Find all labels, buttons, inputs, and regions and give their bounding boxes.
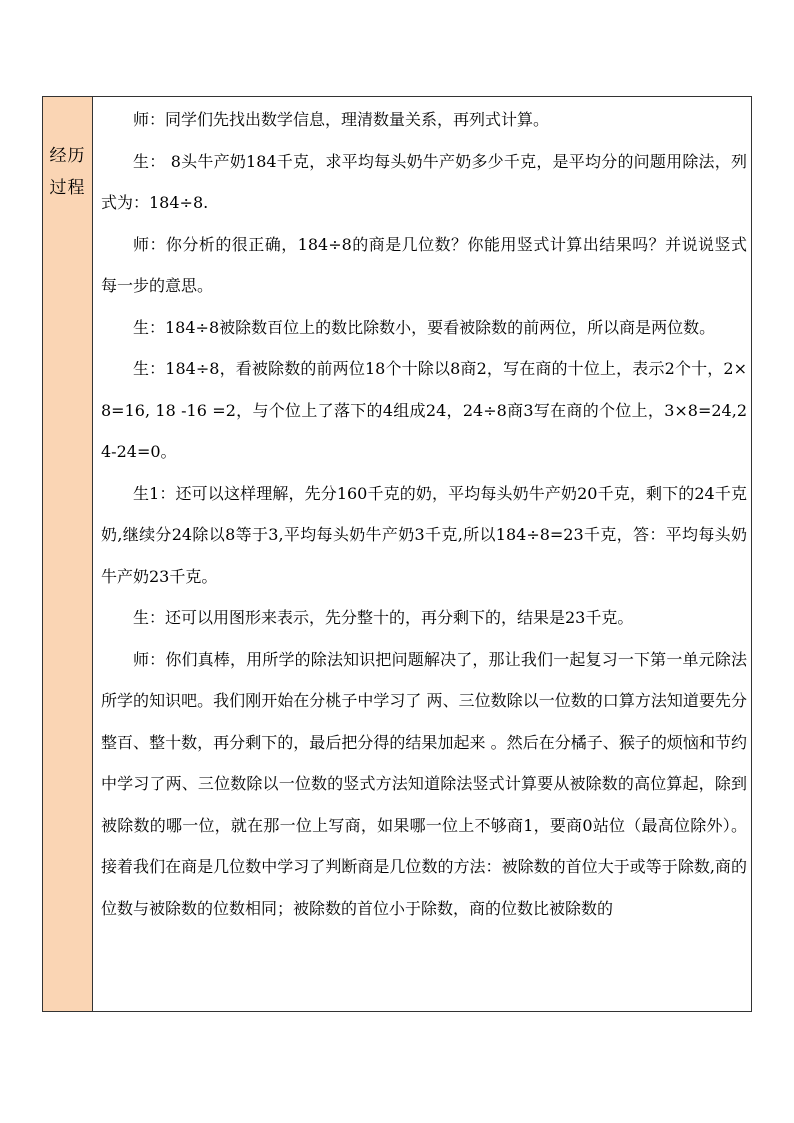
section-label-cell	[43, 97, 93, 1011]
dialogue-paragraph: 师：同学们先找出数学信息，理清数量关系，再列式计算。	[133, 110, 550, 129]
dialogue-paragraph: 生1：还可以这样理解，先分160千克的奶，平均每头奶牛产奶20千克，剩下的24千克奶,继续分24除以8等于3,平均每头奶牛产奶3千克,所以184÷8=23千克，答：平均每头奶牛产奶23千克。	[101, 483, 747, 586]
dialogue-paragraph: 师：你们真棒，用所学的除法知识把问题解决了，那让我们一起复习一下第一单元除法所学的知识吧。我们刚开始在分桃子中学习了 两、三位数除以一位数的口算方法知道要先分整百、整十数，再分剩下的，最后把分得的结果加起来 。然后在分橘子、猴子的烦恼和节约中学习了两、三位数除以一位数的竖式方法知道除法竖式计算要从被除数的高位算起，除到被除数的哪一位，就在那一位上写商，如果哪一位上不够商1，要商0站位（最高位除外）。接着我们在商是几位数中学习了判断商是几位数的方法：被除数的首位大于或等于除数,商的位数与被除数的位数相同；被除数的首位小于除数，商的位数比被除数的	[101, 649, 747, 918]
lesson-table	[42, 96, 752, 1012]
dialogue-paragraph: 生：184÷8，看被除数的前两位18个十除以8商2，写在商的十位上，表示2个十，2×8=16, 18 -16 =2，与个位上了落下的4组成24，24÷8商3写在商的个位上，3×8=24,24-24=0。	[101, 359, 747, 461]
dialogue-paragraph: 生：还可以用图形来表示，先分整十的，再分剩下的，结果是23千克。	[133, 608, 634, 627]
process-content-cell	[93, 97, 751, 1011]
dialogue-paragraph: 师：你分析的很正确，184÷8的商是几位数？你能用竖式计算出结果吗？并说说竖式每一步的意思。	[101, 234, 747, 295]
section-label-line-1: 经历	[49, 146, 86, 166]
section-label-line-2: 过程	[49, 178, 86, 198]
dialogue-paragraph: 生： 8头牛产奶184千克，求平均每头奶牛产奶多少千克，是平均分的问题用除法，列式为：184÷8.	[101, 151, 747, 212]
dialogue-paragraph: 生：184÷8被除数百位上的数比除数小，要看被除数的前两位，所以商是两位数。	[133, 317, 716, 337]
